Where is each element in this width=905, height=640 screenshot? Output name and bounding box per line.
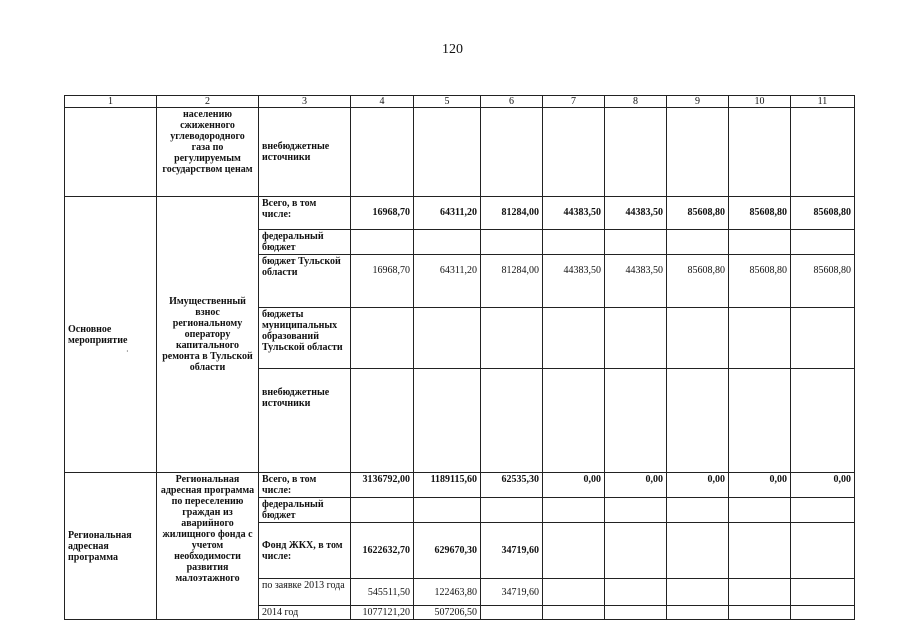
value-cell: 545511,50: [351, 579, 414, 606]
page-number: 120: [442, 42, 463, 57]
cell-empty: [65, 108, 157, 197]
col-header-5: 5: [414, 96, 481, 108]
value-cell: 1622632,70: [351, 523, 414, 579]
value-cell: 85608,80: [791, 255, 855, 308]
funding-source: федеральный бюджет: [259, 498, 351, 523]
funding-source: Фонд ЖКХ, в том числе:: [259, 523, 351, 579]
value-cell: 85608,80: [729, 255, 791, 308]
value-cell: 629670,30: [414, 523, 481, 579]
measure-description: Региональная адресная программа по переселению граждан из аварийного жилищного фонда с учетом необходимости развития малоэтажного: [157, 473, 259, 620]
funding-source: бюджет Тульской области: [259, 255, 351, 308]
col-header-1: 1: [65, 96, 157, 108]
value-cell: 0,00: [729, 473, 791, 498]
col-header-8: 8: [605, 96, 667, 108]
column-header-row: [65, 96, 855, 108]
value-cell: 0,00: [791, 473, 855, 498]
value-cell: 44383,50: [605, 255, 667, 308]
value-cell: 81284,00: [481, 197, 543, 230]
budget-table: [64, 95, 855, 620]
value-cell: 44383,50: [543, 255, 605, 308]
table-row: [65, 108, 855, 197]
col-header-6: 6: [481, 96, 543, 108]
funding-source: внебюджетные источники: [259, 369, 351, 473]
value-cell: 507206,50: [414, 606, 481, 620]
funding-source: по заявке 2013 года: [259, 579, 351, 606]
funding-source: Всего, в том числе:: [259, 473, 351, 498]
col-header-10: 10: [729, 96, 791, 108]
col-header-4: 4: [351, 96, 414, 108]
funding-source: федеральный бюджет: [259, 230, 351, 255]
section-title: Региональная адресная программа: [65, 473, 157, 620]
funding-source: бюджеты муниципальных образований Тульской области: [259, 308, 351, 369]
col-header-9: 9: [667, 96, 729, 108]
section-title: Основное мероприятие: [65, 197, 157, 473]
value-cell: 3136792,00: [351, 473, 414, 498]
value-cell: 85608,80: [667, 197, 729, 230]
value-cell: 44383,50: [605, 197, 667, 230]
value-cell: 122463,80: [414, 579, 481, 606]
value-cell: 0,00: [543, 473, 605, 498]
value-cell: 64311,20: [414, 255, 481, 308]
table-row: [65, 197, 855, 230]
value-cell: 34719,60: [481, 579, 543, 606]
value-cell: 85608,80: [729, 197, 791, 230]
col-header-7: 7: [543, 96, 605, 108]
value-cell: 0,00: [667, 473, 729, 498]
funding-source: 2014 год: [259, 606, 351, 620]
value-cell: 44383,50: [543, 197, 605, 230]
col-header-3: 3: [259, 96, 351, 108]
funding-source: Всего, в том числе:: [259, 197, 351, 230]
value-cell: 62535,30: [481, 473, 543, 498]
value-cell: 0,00: [605, 473, 667, 498]
value-cell: 85608,80: [791, 197, 855, 230]
scan-speck: ·: [126, 347, 129, 356]
value-cell: 81284,00: [481, 255, 543, 308]
value-cell: 1077121,20: [351, 606, 414, 620]
value-cell: 85608,80: [667, 255, 729, 308]
measure-description: населению сжиженного углеводородного газа по регулируемым государством ценам: [157, 108, 259, 197]
col-header-11: 11: [791, 96, 855, 108]
value-cell: 34719,60: [481, 523, 543, 579]
value-cell: 1189115,60: [414, 473, 481, 498]
value-cell: 16968,70: [351, 197, 414, 230]
funding-source: внебюджетные источники: [259, 108, 351, 197]
value-cell: 16968,70: [351, 255, 414, 308]
measure-description: Имущественный взнос региональному оператору капитального ремонта в Тульской области: [157, 197, 259, 473]
value-cell: 64311,20: [414, 197, 481, 230]
col-header-2: 2: [157, 96, 259, 108]
table-row: [65, 473, 855, 498]
